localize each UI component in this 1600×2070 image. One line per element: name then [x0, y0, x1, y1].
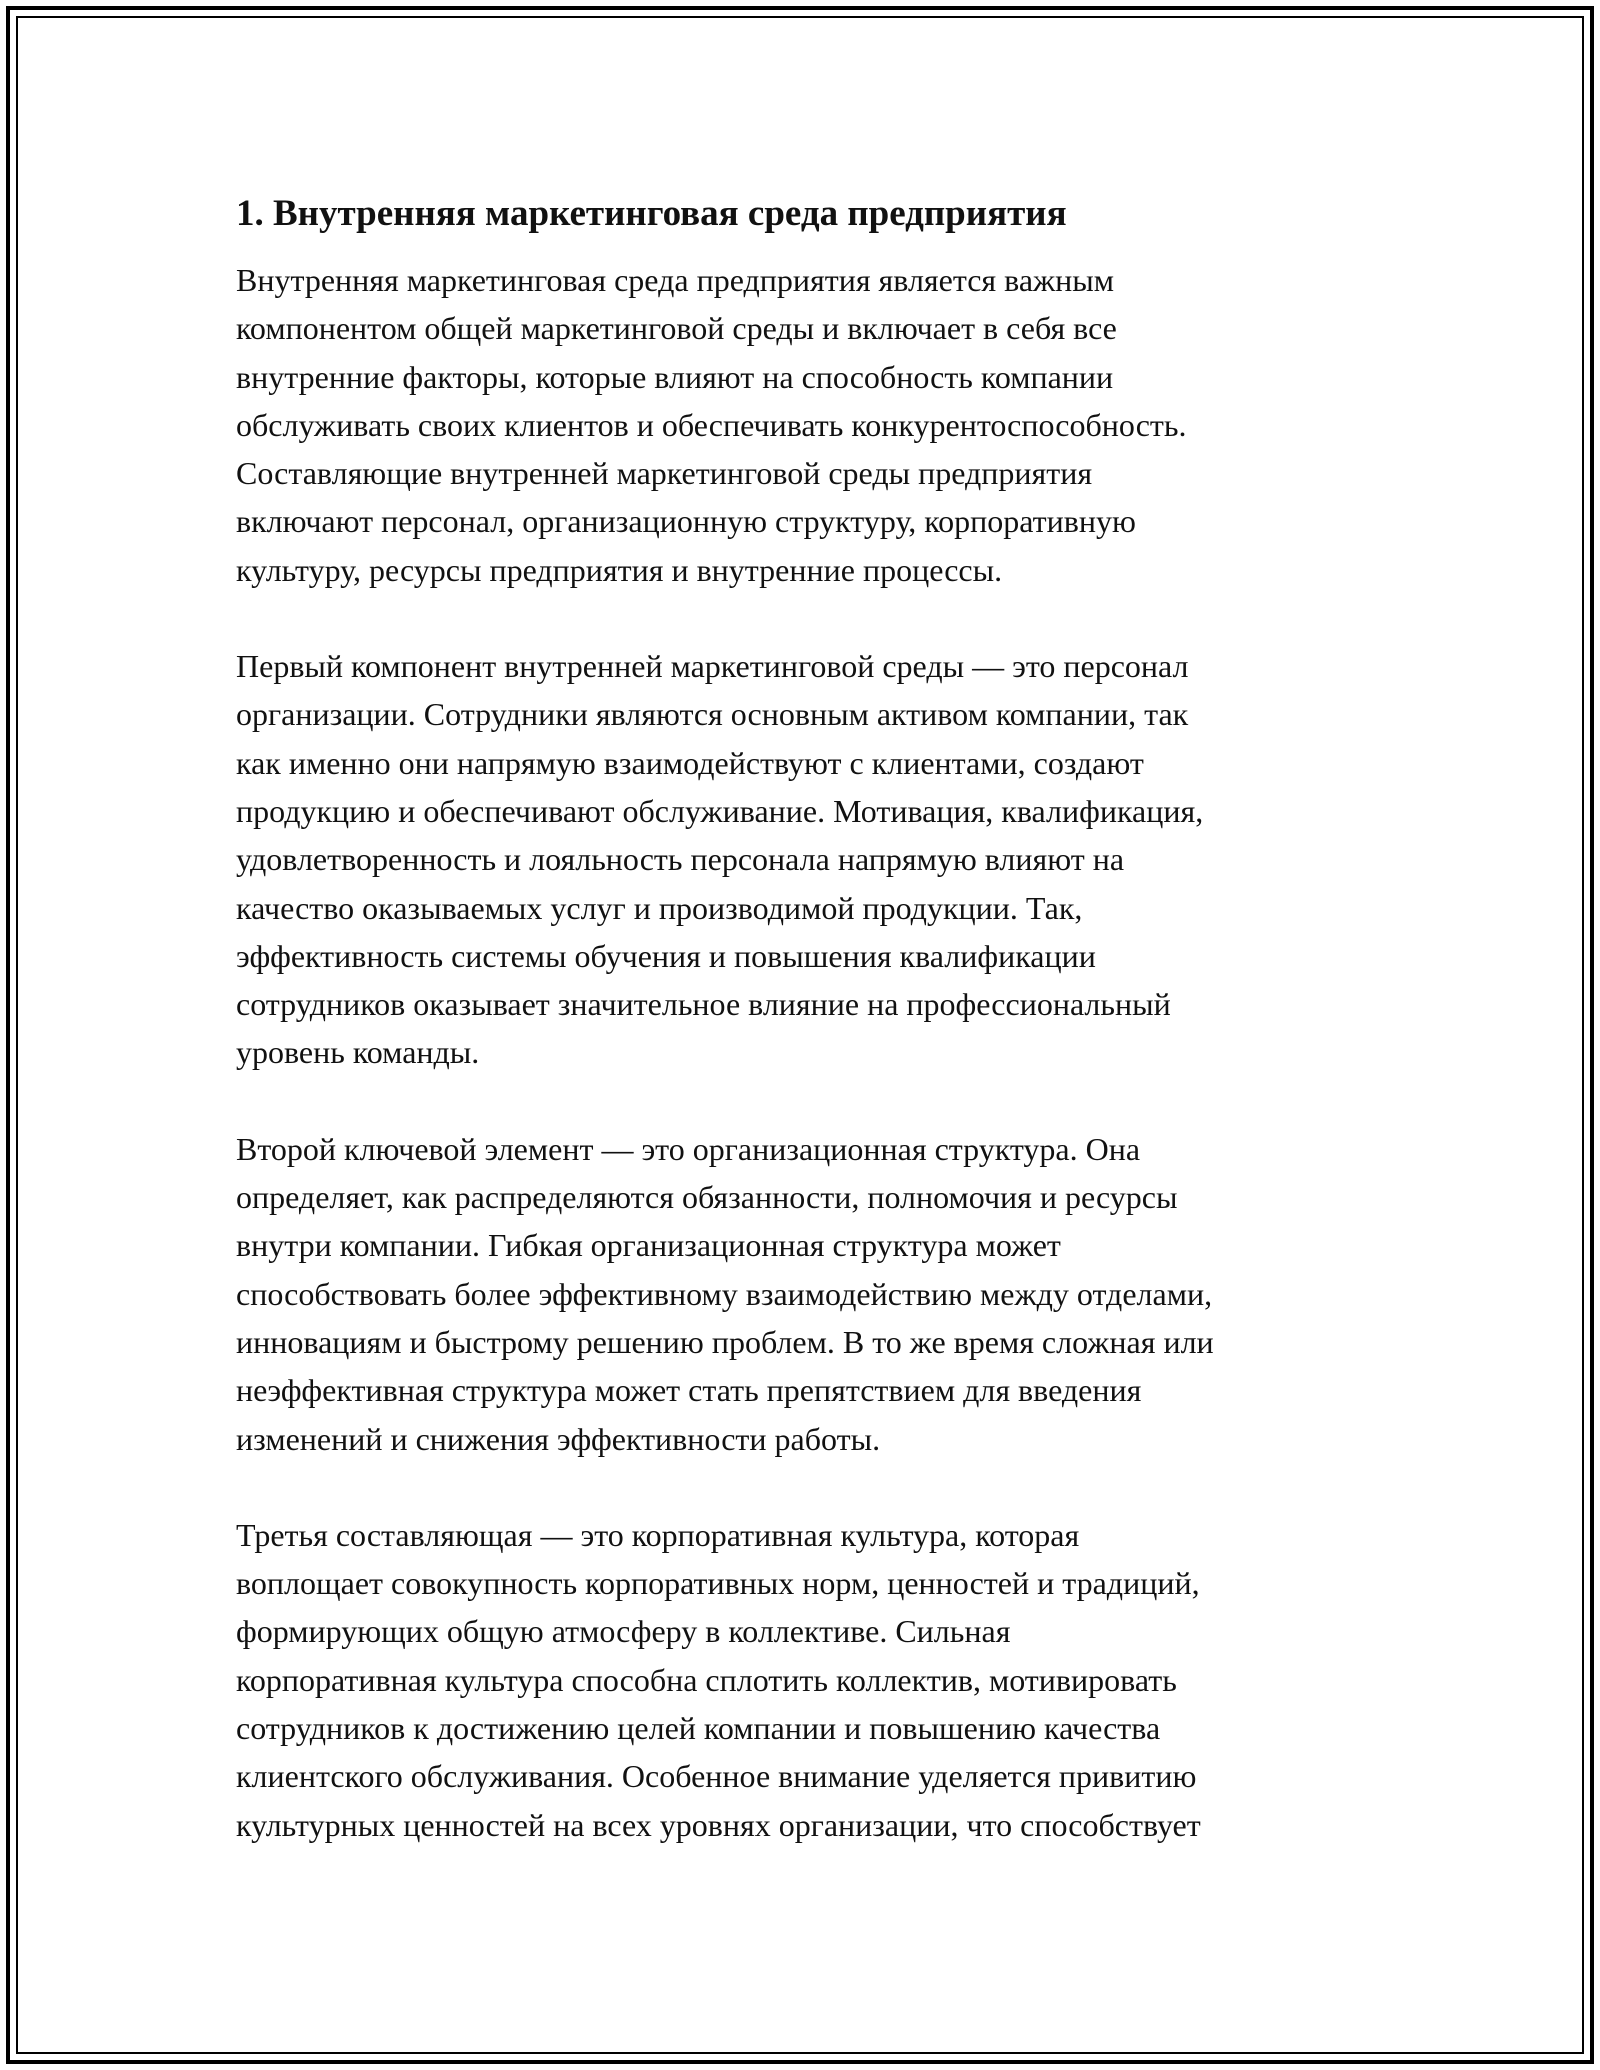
paragraph-line: организации. Сотрудники являются основным активом компании, так — [236, 696, 1189, 733]
paragraph-line: как именно они напрямую взаимодействуют с клиентами, создают — [236, 744, 1144, 781]
paragraph-line: обслуживать своих клиентов и обеспечивать конкурентоспособность. — [236, 406, 1187, 443]
paragraph-line: качество оказываемых услуг и производимой продукции. Так, — [236, 889, 1083, 926]
paragraph-line: инновациям и быстрому решению проблем. В то же время сложная или — [236, 1323, 1214, 1360]
paragraph-list — [236, 256, 1366, 1849]
paragraph-line: Составляющие внутренней маркетинговой среды предприятия — [236, 455, 1093, 492]
paragraph-line: способствовать более эффективному взаимодействию между отделами, — [236, 1275, 1213, 1312]
paragraph-line: сотрудников к достижению целей компании и повышению качества — [236, 1710, 1161, 1747]
paragraph-line: включают персонал, организационную структуру, корпоративную — [236, 503, 1136, 540]
paragraph-line: изменений и снижения эффективности работы. — [236, 1420, 881, 1457]
paragraph-line: сотрудников оказывает значительное влияние на профессиональный — [236, 986, 1171, 1023]
paragraph-4 — [236, 1511, 1366, 1849]
paragraph-2 — [236, 642, 1366, 1077]
paragraph-line: воплощает совокупность корпоративных норм, ценностей и традиций, — [236, 1565, 1200, 1602]
paragraph-line: внутренние факторы, которые влияют на способность компании — [236, 358, 1114, 395]
paragraph-line: продукцию и обеспечивают обслуживание. Мотивация, квалификация, — [236, 792, 1204, 829]
paragraph-line: неэффективная структура может стать препятствием для введения — [236, 1372, 1142, 1409]
paragraph-line: эффективность системы обучения и повышения квалификации — [236, 937, 1096, 974]
paragraph-1 — [236, 256, 1366, 594]
paragraph-line: Внутренняя маркетинговая среда предприятия является важным — [236, 262, 1115, 298]
paragraph-line: определяет, как распределяются обязанности, полномочия и ресурсы — [236, 1179, 1178, 1216]
paragraph-line: Второй ключевой элемент — это организационная структура. Она — [236, 1130, 1141, 1167]
paragraph-line: корпоративная культура способна сплотить коллектив, мотивировать — [236, 1661, 1177, 1698]
section-heading: 1. Внутренняя маркетинговая среда предприятия — [236, 193, 1067, 234]
paragraph-line: формирующих общую атмосферу в коллективе. Сильная — [236, 1613, 1011, 1650]
paragraph-line: удовлетворенность и лояльность персонала напрямую влияют на — [236, 841, 1125, 878]
paragraph-line: внутри компании. Гибкая организационная структура может — [236, 1227, 1061, 1264]
document-body — [236, 188, 1366, 1897]
paragraph-line: клиентского обслуживания. Особенное внимание уделяется привитию — [236, 1758, 1197, 1795]
paragraph-line: уровень команды. — [236, 1034, 480, 1071]
paragraph-line: Третья составляющая — это корпоративная культура, которая — [236, 1516, 1080, 1553]
paragraph-line: компонентом общей маркетинговой среды и включает в себя все — [236, 310, 1117, 347]
paragraph-line: культуру, ресурсы предприятия и внутренние процессы. — [236, 551, 1003, 588]
paragraph-3 — [236, 1125, 1366, 1463]
paragraph-line: Первый компонент внутренней маркетинговой среды — это персонал — [236, 648, 1189, 685]
paragraph-line: культурных ценностей на всех уровнях организации, что способствует — [236, 1806, 1201, 1843]
